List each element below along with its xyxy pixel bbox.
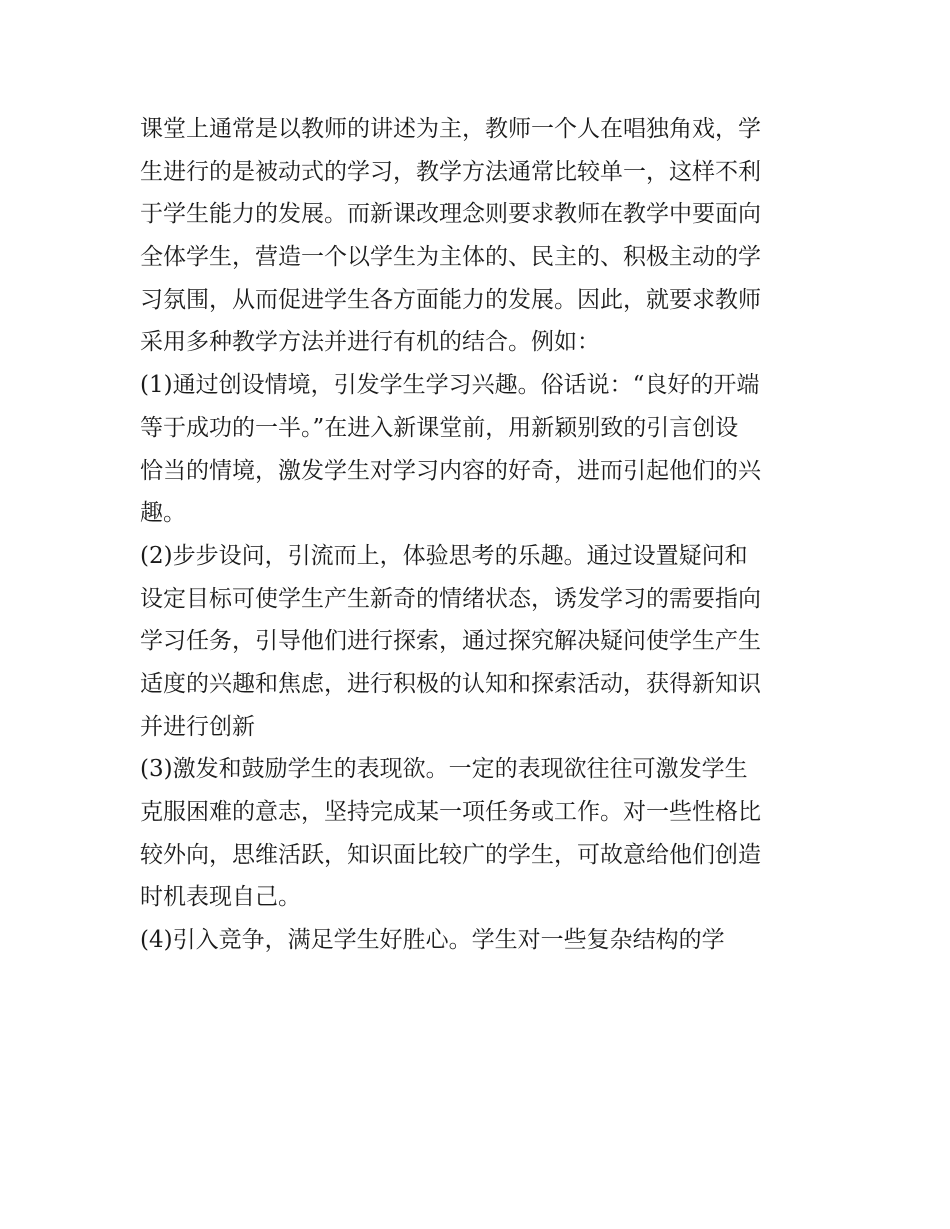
text-line: 趣。 [140,500,186,527]
text-line: 较外向，思维活跃，知识面比较广的学生，可故意给他们创造 [140,841,761,868]
text-line: 采用多种教学方法并进行有机的结合。例如： [140,329,600,356]
text-line: 恰当的情境，激发学生对学习内容的好奇，进而引起他们的兴 [140,457,761,484]
text-line: 时机表现自己。 [140,884,301,911]
text-line: 生进行的是被动式的学习，教学方法通常比较单一，这样不利 [140,158,761,185]
text-line: 设定目标可使学生产生新奇的情绪状态，诱发学习的需要指向 [140,585,761,612]
text-line: 课堂上通常是以教师的讲述为主，教师一个人在唱独角戏，学 [140,116,761,142]
text-line: 于学生能力的发展。而新课改理念则要求教师在教学中要面向 [140,201,761,228]
text-line: (3)激发和鼓励学生的表现欲。一定的表现欲往往可激发学生 [140,756,748,783]
text-line: 全体学生，营造一个以学生为主体的、民主的、积极主动的学 [140,244,761,271]
text-line: 并进行创新 [140,713,255,740]
text-line: (2)步步设问，引流而上，体验思考的乐趣。通过设置疑问和 [140,542,748,569]
text-line: 习氛围，从而促进学生各方面能力的发展。因此，就要求教师 [140,286,761,313]
body-text [140,108,820,962]
text-line: 等于成功的一半。”在进入新课堂前，用新颖别致的引言创设 [140,414,739,441]
text-line: 克服困难的意志，坚持完成某一项任务或工作。对一些性格比 [140,799,761,825]
text-line: (4)引入竞争，满足学生好胜心。学生对一些复杂结构的学 [140,927,725,954]
text-line: 适度的兴趣和焦虑，进行积极的认知和探索活动，获得新知识 [140,670,761,697]
text-line: (1)通过创设情境，引发学生学习兴趣。俗话说：“良好的开端 [140,372,760,399]
text-line: 学习任务，引导他们进行探索，通过探究解决疑问使学生产生 [140,628,761,655]
